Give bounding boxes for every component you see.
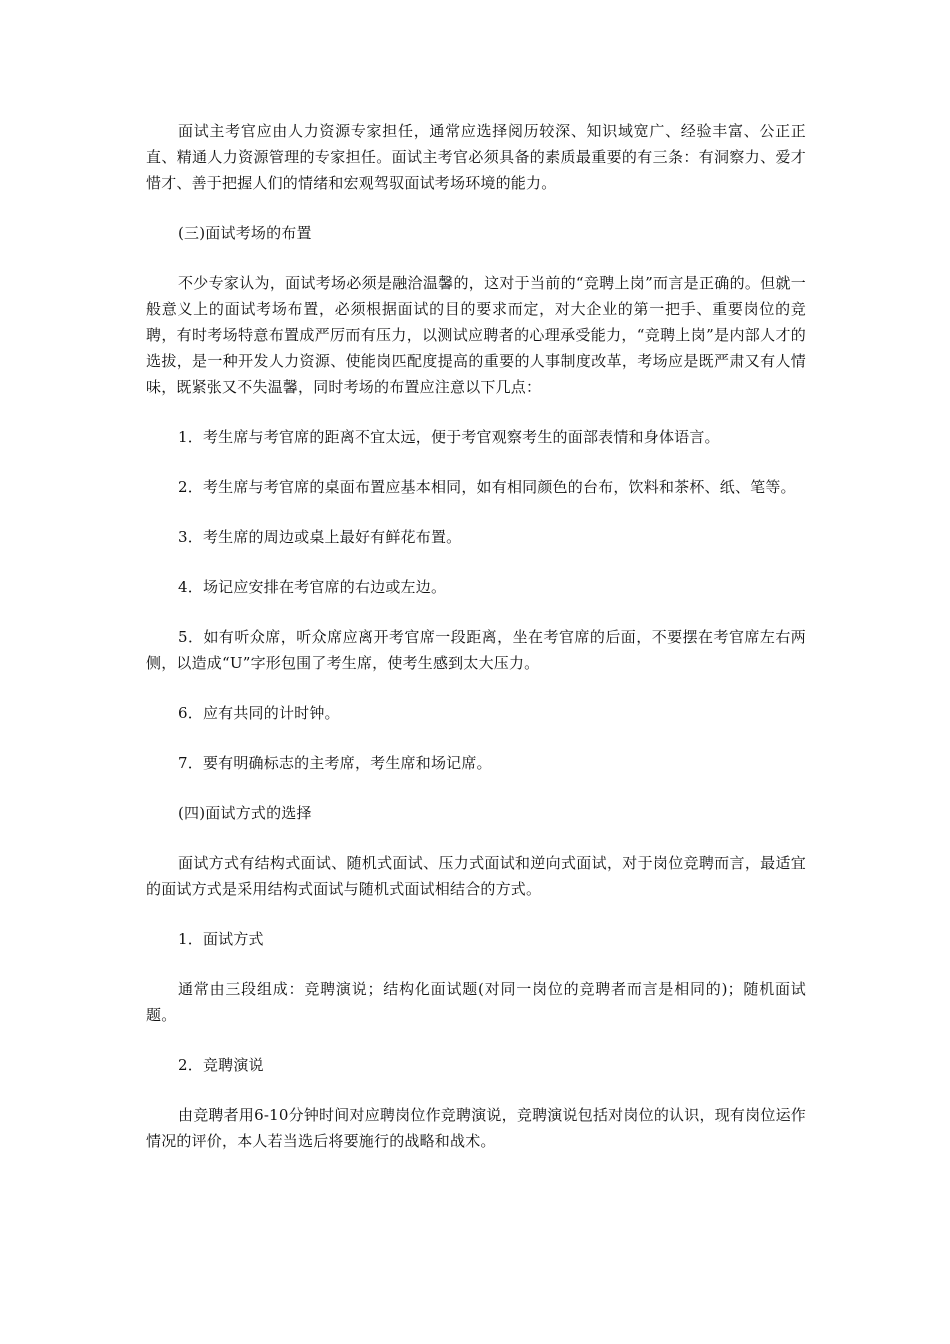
section-heading-3: (三)面试考场的布置: [178, 224, 312, 242]
subheading-2-speech: 2．竞聘演说: [178, 1056, 264, 1074]
list-item-7: 7．要有明确标志的主考席，考生席和场记席。: [178, 754, 492, 772]
paragraph-examiner-role: 面试主考官应由人力资源专家担任，通常应选择阅历较深、知识域宽广、经验丰富、公正正直、精通人力资源管理的专家担任。面试主考官必须具备的素质最重要的有三条：有洞察力、爱才惜才、善于把握人们的情绪和宏观驾驭面试考场环境的能力。: [146, 122, 806, 192]
document-body: [146, 118, 806, 1178]
list-item-2: 2．考生席与考官席的桌面布置应基本相同，如有相同颜色的台布，饮料和茶杯、纸、笔等。: [178, 478, 796, 496]
subheading-1-interview-method: 1．面试方式: [178, 930, 264, 948]
paragraph-venue-layout: 不少专家认为，面试考场必须是融洽温馨的，这对于当前的“竞聘上岗”而言是正确的。但就一般意义上的面试考场布置，必须根据面试的目的要求而定，对大企业的第一把手、重要岗位的竞聘，有时考场特意布置成严厉而有压力，以测试应聘者的心理承受能力，“竞聘上岗”是内部人才的选拔，是一种开发人力资源、使能岗匹配度提高的重要的人事制度改革，考场应是既严肃又有人情味，既紧张又不失温馨，同时考场的布置应注意以下几点：: [146, 274, 806, 396]
paragraph-three-stages: 通常由三段组成：竞聘演说；结构化面试题(对同一岗位的竞聘者而言是相同的)；随机面试题。: [146, 980, 806, 1024]
list-item-4: 4．场记应安排在考官席的右边或左边。: [178, 578, 447, 596]
section-heading-4: (四)面试方式的选择: [178, 804, 312, 822]
list-item-5: 5．如有听众席，听众席应离开考官席一段距离，坐在考官席的后面，不要摆在考官席左右两侧，以造成“U”字形包围了考生席，使考生感到太大压力。: [146, 628, 806, 672]
paragraph-interview-methods: 面试方式有结构式面试、随机式面试、压力式面试和逆向式面试，对于岗位竞聘而言，最适宜的面试方式是采用结构式面试与随机式面试相结合的方式。: [146, 854, 806, 898]
list-item-6: 6．应有共同的计时钟。: [178, 704, 340, 722]
list-item-1: 1．考生席与考官席的距离不宜太远，便于考官观察考生的面部表情和身体语言。: [178, 428, 720, 446]
paragraph-speech-details: 由竞聘者用6-10分钟时间对应聘岗位作竞聘演说，竞聘演说包括对岗位的认识，现有岗位运作情况的评价，本人若当选后将要施行的战略和战术。: [146, 1106, 806, 1150]
list-item-3: 3．考生席的周边或桌上最好有鲜花布置。: [178, 528, 462, 546]
